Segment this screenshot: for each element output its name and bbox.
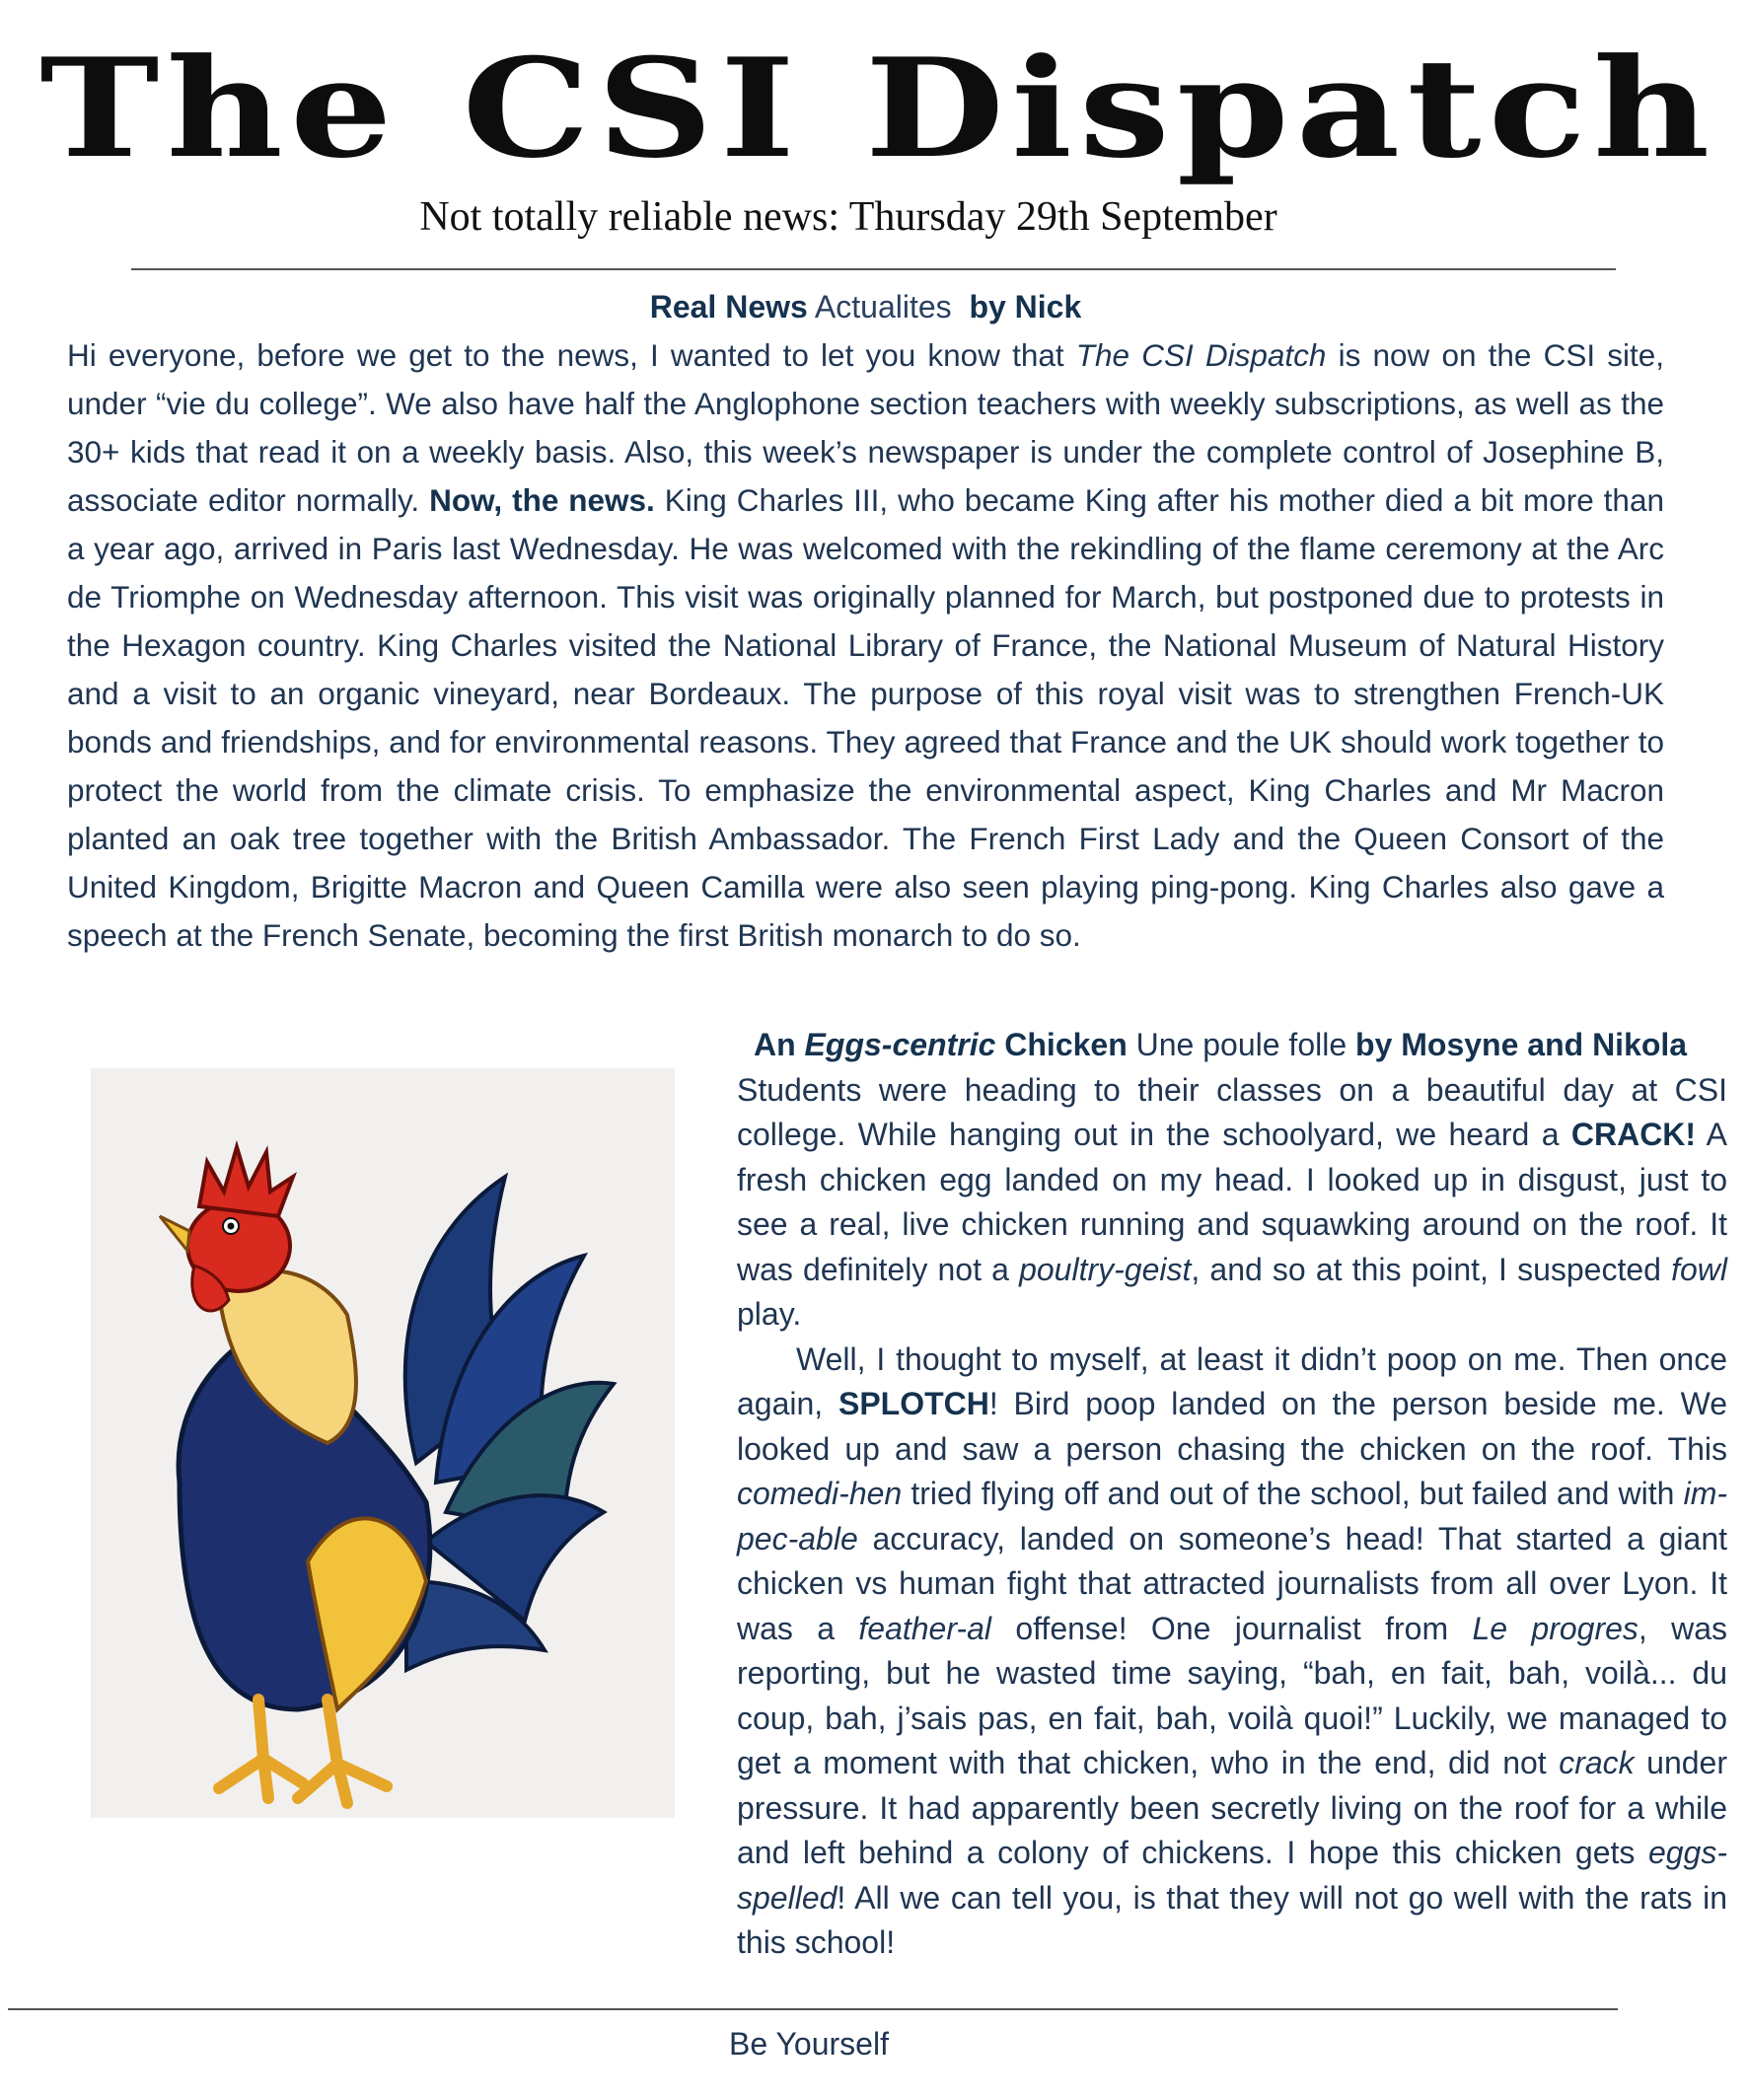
rooster-icon xyxy=(91,1068,675,1818)
newspaper-masthead: The CSI Dispatch xyxy=(39,28,1717,188)
body-text: offense! One journalist from xyxy=(990,1610,1473,1646)
headline-byline: by Mosyne and Nikola xyxy=(1355,1027,1688,1062)
body-italic: feather-al xyxy=(858,1610,991,1646)
masthead-subtitle: Not totally reliable news: Thursday 29th September xyxy=(419,194,1277,240)
body-bold: Now, the news. xyxy=(429,482,655,518)
body-text: play. xyxy=(737,1296,802,1332)
body-text: Students were heading to their classes on a beautiful day at CSI college. While hanging out in the schoolyard, we heard a xyxy=(737,1071,1727,1152)
article-headline xyxy=(754,1023,1727,1068)
body-bold: CRACK! xyxy=(1570,1117,1697,1152)
body-text: Well, I thought to myself, at least it didn’t poop on me. Then once again, xyxy=(737,1340,1727,1421)
headline-french: Une poule folle xyxy=(1135,1027,1347,1062)
body-text: ! All we can tell you, is that they will not go well with the rats in this school! xyxy=(737,1879,1727,1960)
header-divider xyxy=(131,268,1616,270)
body-text: tried flying off and out of the school, but failed and with xyxy=(902,1476,1684,1511)
body-italic: crack xyxy=(1559,1745,1635,1780)
rooster-image xyxy=(91,1068,675,1818)
body-italic: comedi-hen xyxy=(737,1476,903,1511)
body-italic: The CSI Dispatch xyxy=(1075,337,1327,373)
headline-byline: by Nick xyxy=(969,289,1082,325)
body-text: A fresh chicken egg landed on my head. I looked up in disgust, just to see a real, live chicken running and squawking around on the roof. It was definitely not a xyxy=(737,1117,1727,1287)
headline-french: Actualites xyxy=(814,289,952,325)
footer-motto: Be Yourself xyxy=(729,2026,889,2062)
body-italic: poultry-geist xyxy=(1019,1251,1192,1287)
headline-an: An xyxy=(754,1027,805,1062)
footer-divider xyxy=(8,2008,1618,2010)
body-text: Hi everyone, before we get to the news, I wanted to let you know that xyxy=(67,337,1076,373)
body-text: , and so at this point, I suspected xyxy=(1191,1251,1672,1287)
body-bold: SPLOTCH xyxy=(838,1386,989,1421)
body-italic: fowl xyxy=(1671,1251,1728,1287)
body-text: King Charles III, who became King after his mother died a bit more than a year ago, arrived in Paris last Wednesday. He was welcomed with the rekindling of the flame ceremony at the Arc de Triomphe on Wednesday afternoon. This visit was originally planned for March, but postponed due to protests in the Hexagon country. King Charles visited the National Library of France, the National Museum of Natural History and a visit to an organic vineyard, near Bordeaux. The purpose of this royal visit was to strengthen French-UK bonds and friendships, and for environmental reasons. They agreed that France and the UK should work together to protect the world from the climate crisis. To emphasize the environmental aspect, King Charles and Mr Macron planted an oak tree together with the British Ambassador. The French First Lady and the Queen Consort of the United Kingdom, Brigitte Macron and Queen Camilla were also seen playing ping-pong. King Charles also gave a speech at the French Senate, becoming the first British monarch to do so. xyxy=(67,482,1664,953)
article-real-news xyxy=(67,284,1664,960)
body-text: under pressure. It had apparently been secretly living on the roof for a while and left behind a colony of chickens. I hope this chicken gets xyxy=(737,1745,1728,1870)
headline-chicken: Chicken xyxy=(995,1027,1128,1062)
body-italic: eggs-spelled xyxy=(737,1835,1727,1916)
body-text: , was reporting, but he wasted time saying, “bah, en fait, bah, voilà... du coup, bah, j’sais pas, en fait, bah, voilà quoi!” Luckily, we managed to get a moment with that chicken, who in the end, did not xyxy=(737,1610,1728,1780)
paragraph-1 xyxy=(737,1068,1727,1338)
article-eggs-centric-chicken xyxy=(737,1023,1727,1966)
headline-title: Real News xyxy=(649,289,808,325)
body-italic: im-pec-able xyxy=(737,1476,1727,1557)
body-text: accuracy, landed on someone’s head! That started a giant chicken vs human fight that attracted journalists from all over Lyon. It was a xyxy=(737,1520,1727,1646)
article-headline xyxy=(67,284,1664,329)
body-italic: Le progres xyxy=(1472,1610,1639,1646)
body-text: is now on the CSI site, under “vie du college”. We also have half the Anglophone section teachers with weekly subscriptions, as well as the 30+ kids that read it on a weekly basis. Also, this week’s newspaper is under the complete control of Josephine B, associate editor normally. xyxy=(67,337,1664,518)
article-body xyxy=(67,331,1664,960)
body-text: ! Bird poop landed on the person beside me. We looked up and saw a person chasing the chicken on the roof. This xyxy=(737,1386,1728,1467)
paragraph-2 xyxy=(737,1338,1727,1966)
headline-italic: Eggs-centric xyxy=(804,1027,996,1062)
